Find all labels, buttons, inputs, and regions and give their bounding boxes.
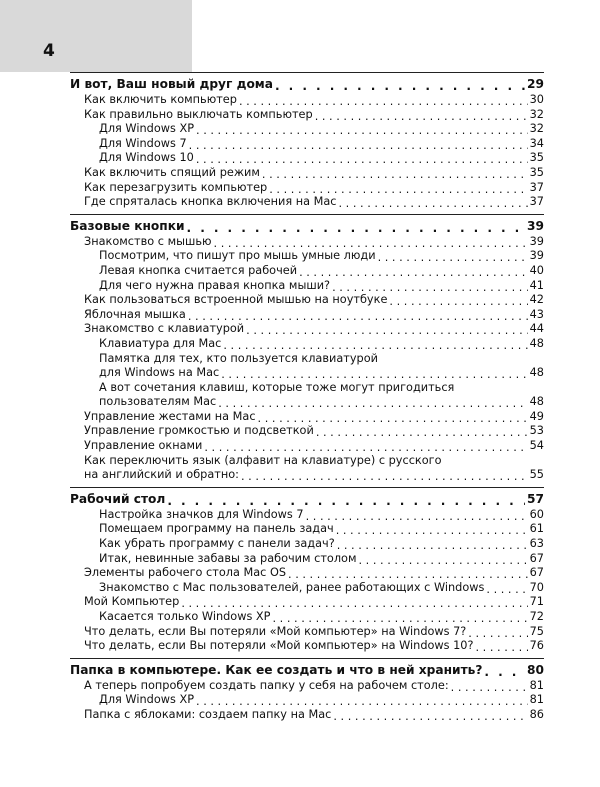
toc-entry-title: для Windows на Мас	[99, 366, 220, 380]
toc-entry-page: 71	[529, 595, 544, 609]
toc-entry-page: 35	[529, 151, 544, 165]
toc-entry	[70, 352, 544, 367]
toc-entry	[70, 322, 544, 337]
toc-entry	[70, 439, 544, 454]
toc-entry	[70, 693, 544, 708]
toc-section	[70, 214, 544, 483]
toc-entry	[70, 279, 544, 294]
toc-entry-page: 42	[529, 293, 544, 307]
toc-entry	[70, 395, 544, 410]
toc-entry	[70, 581, 544, 596]
toc-entry	[70, 639, 544, 654]
toc-entry	[70, 625, 544, 640]
toc-entry-title: Как включить спящий режим	[84, 165, 260, 179]
toc-entry-page: 41	[529, 278, 544, 292]
toc-entry	[70, 424, 544, 439]
toc-entry-page: 32	[529, 107, 544, 121]
dot-leader	[275, 81, 525, 93]
toc-entry-page: 43	[529, 307, 544, 321]
dot-leader	[167, 496, 525, 508]
section-heading	[70, 661, 544, 679]
toc-entry-page: 81	[529, 693, 544, 707]
dot-leader	[333, 711, 527, 722]
section-heading-title: И вот, Ваш новый друг дома	[70, 77, 273, 91]
toc-entry-page: 54	[529, 439, 544, 453]
toc-entry-title: Знакомство с Мас пользователей, ранее работающих с Windows	[99, 580, 485, 594]
toc-entry	[70, 181, 544, 196]
dot-leader	[378, 253, 528, 264]
toc-entry	[70, 679, 544, 694]
toc-entry-title: Посмотрим, что пишут про мышь умные люди	[99, 249, 376, 263]
toc-entry-title: Мой Компьютер	[84, 595, 180, 609]
toc-entry-title: Памятка для тех, кто пользуется клавиатурой	[99, 351, 378, 365]
section-heading-page: 80	[527, 662, 544, 677]
toc-entry-page: 44	[529, 322, 544, 336]
toc-entry	[70, 166, 544, 181]
dot-leader	[246, 326, 527, 337]
dot-leader	[221, 369, 527, 380]
toc-entry-title: Знакомство с клавиатурой	[84, 322, 245, 336]
dot-leader	[288, 570, 528, 581]
dot-leader	[468, 628, 527, 639]
toc-entry-page: 40	[529, 263, 544, 277]
toc-entry	[70, 308, 544, 323]
toc-entry	[70, 381, 544, 396]
toc-entry	[70, 235, 544, 250]
toc-entry-title: Как пользоваться встроенной мышью на ноутбуке	[84, 293, 388, 307]
toc-entry-page: 76	[529, 639, 544, 653]
toc-entry	[70, 108, 544, 123]
dot-leader	[315, 111, 528, 122]
toc-entry-page: 34	[529, 136, 544, 150]
toc-entry-page: 67	[529, 551, 544, 565]
toc-entry-title: Как правильно выключать компьютер	[84, 107, 313, 121]
toc-entry	[70, 249, 544, 264]
toc-entry-title: на английский и обратно:	[84, 468, 239, 482]
toc-entry-title: Клавиатура для Мас	[99, 336, 222, 350]
dot-leader	[241, 472, 528, 483]
dot-leader	[258, 413, 528, 424]
section-heading-title: Папка в компьютере. Как ее создать и что в ней хранить?	[70, 662, 483, 677]
toc-entry	[70, 537, 544, 552]
toc-section	[70, 658, 544, 723]
toc-entry	[70, 93, 544, 108]
section-heading	[70, 75, 544, 93]
toc-entry-page: 55	[529, 468, 544, 482]
toc-entry-page: 60	[529, 507, 544, 521]
toc-entry-page: 37	[529, 180, 544, 194]
toc-entry-title: Итак, невинные забавы за рабочим столом	[99, 551, 357, 565]
toc-entry	[70, 410, 544, 425]
toc-entry-page: 39	[529, 249, 544, 263]
toc-entry-title: Знакомство с мышью	[84, 234, 212, 248]
dot-leader	[451, 682, 528, 693]
dot-leader	[272, 613, 527, 624]
toc-entry-page: 61	[529, 522, 544, 536]
toc-entry-title: Где спряталась кнопка включения на Мас	[84, 195, 337, 209]
toc-entry	[70, 366, 544, 381]
section-heading	[70, 490, 544, 508]
toc-entry-title: Касается только Windows XP	[99, 610, 271, 623]
toc-entry-title: Для Windows XP	[99, 693, 195, 707]
toc-entry	[70, 137, 544, 152]
toc-entry-title: Помещаем программу на панель задач	[99, 522, 334, 536]
dot-leader	[484, 667, 525, 679]
toc-entry-title: Левая кнопка считается рабочей	[99, 263, 298, 277]
toc-entry-title: Для чего нужна правая кнопка мыши?	[99, 278, 331, 292]
dot-leader	[359, 555, 528, 566]
toc-entry-page: 49	[529, 409, 544, 423]
dot-leader	[299, 267, 528, 278]
toc-entry	[70, 552, 544, 567]
toc-entry	[70, 122, 544, 137]
toc-entry-title: Управление окнами	[84, 439, 203, 453]
toc-entry-page: 86	[529, 707, 544, 721]
page-number-tab	[0, 0, 192, 72]
toc-entry-title: Настройка значков для Windows 7	[99, 507, 304, 521]
dot-leader	[332, 282, 528, 293]
dot-leader	[339, 198, 528, 209]
toc-entry-title: А вот сочетания клавиш, которые тоже могут пригодиться	[99, 380, 455, 394]
dot-leader	[196, 697, 528, 708]
section-heading-page: 39	[527, 218, 544, 233]
dot-leader	[336, 526, 528, 537]
section-heading	[70, 217, 544, 235]
toc-entry-page: 70	[529, 580, 544, 594]
toc-entry-page: 53	[529, 424, 544, 438]
toc-entry-title: Что делать, если Вы потеряли «Мой компьютер» на Windows 7?	[84, 624, 467, 638]
toc-entry	[70, 468, 544, 483]
dot-leader	[316, 428, 528, 439]
dot-leader	[187, 223, 526, 235]
toc-entry-title: Что делать, если Вы потеряли «Мой компьютер» на Windows 10?	[84, 639, 474, 653]
toc-entry-page: 67	[529, 566, 544, 580]
toc-entry-page: 63	[529, 537, 544, 551]
toc-entry-page: 48	[529, 366, 544, 380]
dot-leader	[223, 340, 527, 351]
page-number: 4	[43, 41, 55, 61]
table-of-contents	[70, 72, 544, 727]
toc-section	[70, 487, 544, 654]
toc-entry-title: Для Windows XP	[99, 122, 195, 136]
toc-entry-title: Как убрать программу с панели задач?	[99, 537, 335, 551]
dot-leader	[486, 584, 527, 595]
toc-entry	[70, 708, 544, 723]
toc-entry-title: А теперь попробуем создать папку у себя на рабочем столе:	[84, 678, 449, 692]
toc-entry-title: Как переключить язык (алфавит на клавиатуре) с русского	[84, 453, 442, 467]
toc-entry-title: Для Windows 7	[99, 136, 187, 150]
toc-entry-page: 81	[529, 678, 544, 692]
toc-section	[70, 72, 544, 210]
toc-entry	[70, 195, 544, 210]
toc-entry-page: 39	[529, 234, 544, 248]
toc-entry	[70, 454, 544, 469]
toc-entry-page: 72	[529, 610, 544, 623]
dot-leader	[262, 169, 528, 180]
toc-entry	[70, 522, 544, 537]
section-heading-page: 57	[527, 491, 544, 506]
toc-entry	[70, 337, 544, 352]
dot-leader	[196, 125, 528, 136]
toc-entry-title: Как включить компьютер	[84, 93, 237, 106]
toc-entry-title: Управление жестами на Мас	[84, 409, 256, 423]
toc-entry-title: Управление громкостью и подсветкой	[84, 424, 314, 438]
toc-entry-title: Яблочная мышка	[84, 307, 186, 321]
dot-leader	[181, 599, 527, 610]
dot-leader	[218, 399, 527, 410]
dot-leader	[306, 511, 528, 522]
toc-entry-page: 35	[529, 165, 544, 179]
dot-leader	[188, 311, 528, 322]
toc-entry	[70, 508, 544, 523]
toc-entry-title: Как перезагрузить компьютер	[84, 180, 268, 194]
toc-entry-page: 75	[529, 624, 544, 638]
dot-leader	[196, 155, 528, 166]
toc-entry-page: 48	[529, 336, 544, 350]
toc-entry-title: Для Windows 10	[99, 151, 194, 165]
section-heading-page: 29	[527, 77, 544, 91]
dot-leader	[204, 442, 527, 453]
dot-leader	[214, 238, 528, 249]
toc-entry-page: 32	[529, 122, 544, 136]
toc-entry-page: 37	[529, 195, 544, 209]
toc-entry	[70, 566, 544, 581]
toc-entry-title: пользователям Мас	[99, 395, 217, 409]
dot-leader	[239, 96, 528, 107]
dot-leader	[475, 642, 527, 653]
dot-leader	[189, 140, 528, 151]
toc-entry	[70, 610, 544, 625]
toc-entry	[70, 293, 544, 308]
section-heading-title: Рабочий стол	[70, 491, 166, 506]
toc-entry-title: Элементы рабочего стола Мас OS	[84, 566, 287, 580]
toc-entry	[70, 264, 544, 279]
section-heading-title: Базовые кнопки	[70, 218, 185, 233]
dot-leader	[337, 540, 528, 551]
toc-entry	[70, 151, 544, 166]
toc-entry	[70, 595, 544, 610]
toc-entry-title: Папка с яблоками: создаем папку на Мас	[84, 707, 332, 721]
toc-entry-page: 48	[529, 395, 544, 409]
toc-entry-page: 30	[529, 93, 544, 106]
dot-leader	[269, 184, 527, 195]
dot-leader	[389, 296, 527, 307]
